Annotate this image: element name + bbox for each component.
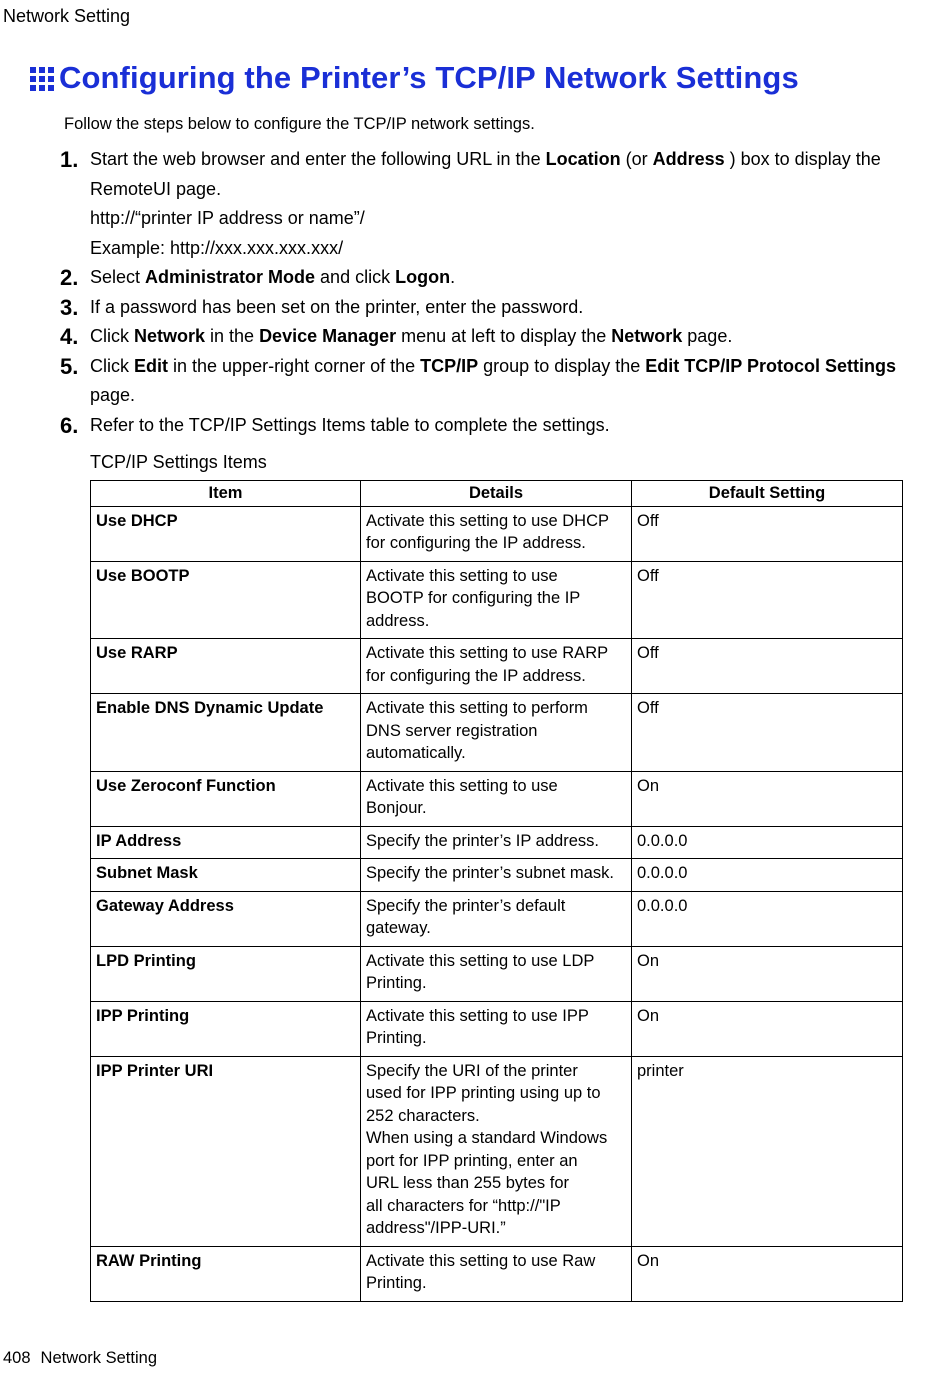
cell-default: On (632, 1001, 903, 1056)
step-item (60, 293, 920, 323)
details-line: Activate this setting to use (366, 566, 558, 585)
details-line: DNS server registration (366, 721, 538, 740)
details-line: 252 characters. (366, 1106, 480, 1125)
cell-details (361, 859, 632, 892)
step-item (60, 322, 920, 352)
details-line: Activate this setting to use IPP (366, 1006, 589, 1025)
step-fragment: Start the web browser and enter the following URL in the (90, 149, 546, 169)
table-row (91, 771, 903, 826)
step-item (60, 145, 920, 263)
cell-item: Subnet Mask (91, 859, 361, 892)
details-line: Specify the printer’s default (366, 896, 566, 915)
cell-default: printer (632, 1056, 903, 1246)
page-title: Configuring the Printer’s TCP/IP Network Settings (59, 60, 799, 95)
step-fragment: Select (90, 267, 146, 287)
cell-default: Off (632, 561, 903, 639)
step-emphasis: Administrator Mode (145, 267, 316, 287)
settings-table (90, 480, 903, 1302)
table-row (91, 506, 903, 561)
cell-item: Use RARP (91, 639, 361, 694)
step-text (90, 145, 920, 263)
details-line: Printing. (366, 1274, 427, 1292)
details-line: used for IPP printing using up to (366, 1084, 601, 1102)
cell-default: On (632, 1246, 903, 1301)
step-extra-line: http://“printer IP address or name”/ (90, 208, 365, 228)
cell-default: On (632, 946, 903, 1001)
details-line: Activate this setting to perform (366, 699, 588, 717)
details-line: Activate this setting to use Raw (366, 1251, 596, 1270)
step-text (90, 411, 920, 441)
details-line: Specify the printer’s subnet mask. (366, 864, 614, 882)
cell-details (361, 1056, 632, 1246)
step-text (90, 352, 920, 411)
cell-details (361, 694, 632, 772)
step-fragment: in the upper-right corner of the (168, 355, 421, 376)
details-line: Printing. (366, 974, 427, 992)
step-emphasis: Edit TCP/IP Protocol Settings (645, 355, 896, 376)
details-line: for configuring the IP address. (366, 666, 586, 685)
step-fragment: in the (205, 326, 260, 346)
step-fragment: (or (620, 149, 653, 169)
step-extra-line: Example: http://xxx.xxx.xxx.xxx/ (90, 237, 344, 258)
cell-details (361, 639, 632, 694)
details-line: address"/IPP-URI.” (366, 1219, 506, 1237)
step-emphasis: Location (545, 149, 621, 169)
details-line: BOOTP for configuring the IP (366, 589, 581, 607)
details-line: address. (366, 611, 430, 630)
cell-default: 0.0.0.0 (632, 826, 903, 859)
cell-item: Use DHCP (91, 506, 361, 561)
cell-details (361, 1001, 632, 1056)
step-emphasis: Network (611, 326, 683, 346)
table-row (91, 694, 903, 772)
step-number: 6. (60, 412, 79, 438)
details-line: gateway. (366, 919, 431, 937)
page-footer (3, 1349, 157, 1368)
step-emphasis: Logon (395, 267, 451, 287)
table-row (91, 1056, 903, 1246)
step-emphasis: Network (134, 326, 206, 346)
details-line: Specify the printer’s IP address. (366, 831, 599, 850)
details-line: URL less than 255 bytes for (366, 1174, 569, 1192)
step-number: 1. (60, 147, 79, 172)
step-fragment: . (450, 267, 456, 287)
details-line: Activate this setting to use (366, 776, 558, 795)
details-line: Bonjour. (366, 799, 427, 817)
table-row (91, 639, 903, 694)
cell-details (361, 891, 632, 946)
table-header-row (91, 481, 903, 507)
step-item (60, 352, 920, 411)
steps-list (60, 145, 920, 440)
table-row (91, 946, 903, 1001)
step-fragment: group to display the (478, 355, 646, 376)
step-number: 2. (60, 265, 79, 290)
cell-item: IP Address (91, 826, 361, 859)
cell-default: On (632, 771, 903, 826)
footer-section: Network Setting (40, 1349, 157, 1367)
cell-item: IPP Printing (91, 1001, 361, 1056)
table-row (91, 1001, 903, 1056)
intro-text: Follow the steps below to configure the TCP/IP network settings. (64, 115, 535, 133)
cell-default: Off (632, 694, 903, 772)
step-fragment: Click (90, 326, 134, 346)
cell-item: LPD Printing (91, 946, 361, 1001)
column-header-item: Item (91, 481, 361, 507)
step-text (90, 293, 920, 323)
step-fragment: ) box to display the RemoteUI page. (90, 149, 881, 199)
cell-default: 0.0.0.0 (632, 859, 903, 892)
step-text (90, 263, 920, 293)
page-title-block (30, 60, 799, 96)
running-header: Network Setting (3, 6, 131, 26)
table-row (91, 891, 903, 946)
step-number: 4. (60, 324, 79, 349)
details-line: Specify the URI of the printer (366, 1061, 578, 1080)
step-emphasis: Edit (134, 355, 168, 376)
page-number: 408 (3, 1349, 31, 1367)
cell-item: IPP Printer URI (91, 1056, 361, 1246)
cell-details (361, 946, 632, 1001)
details-line: Activate this setting to use DHCP (366, 511, 610, 530)
step-fragment: and click (315, 267, 396, 287)
details-line: all characters for “http://"IP (366, 1196, 561, 1215)
step-fragment: page. (682, 326, 733, 346)
cell-details (361, 561, 632, 639)
step-number: 3. (60, 294, 79, 320)
column-header-default: Default Setting (632, 481, 903, 507)
cell-details (361, 1246, 632, 1301)
details-line: Activate this setting to use LDP (366, 951, 595, 970)
table-row (91, 1246, 903, 1301)
step-fragment: Refer to the TCP/IP Settings Items table to complete the settings. (90, 414, 610, 435)
table-row (91, 859, 903, 892)
cell-default: Off (632, 639, 903, 694)
step-emphasis: TCP/IP (420, 355, 479, 376)
step-fragment: page. (90, 385, 136, 405)
details-line: When using a standard Windows (366, 1129, 608, 1147)
details-line: Activate this setting to use RARP (366, 644, 609, 662)
cell-item: Gateway Address (91, 891, 361, 946)
step-text (90, 322, 920, 352)
details-line: Printing. (366, 1029, 427, 1047)
cell-item: Enable DNS Dynamic Update (91, 694, 361, 772)
column-header-details: Details (361, 481, 632, 507)
step-emphasis: Address (652, 149, 725, 169)
details-line: automatically. (366, 744, 466, 762)
cell-details (361, 826, 632, 859)
cell-details (361, 771, 632, 826)
step-fragment: If a password has been set on the printer, enter the password. (90, 296, 584, 317)
step-item (60, 263, 920, 293)
step-emphasis: Device Manager (259, 326, 397, 346)
grid-icon (30, 67, 55, 92)
cell-default: Off (632, 506, 903, 561)
step-fragment: Click (90, 355, 134, 376)
cell-item: Use Zeroconf Function (91, 771, 361, 826)
cell-default: 0.0.0.0 (632, 891, 903, 946)
cell-item: RAW Printing (91, 1246, 361, 1301)
cell-details (361, 506, 632, 561)
table-row (91, 561, 903, 639)
step-item (60, 411, 920, 441)
step-number: 5. (60, 353, 79, 379)
table-caption: TCP/IP Settings Items (90, 452, 267, 472)
details-line: port for IPP printing, enter an (366, 1151, 578, 1170)
step-fragment: menu at left to display the (396, 326, 612, 346)
table-row (91, 826, 903, 859)
details-line: for configuring the IP address. (366, 534, 586, 552)
cell-item: Use BOOTP (91, 561, 361, 639)
